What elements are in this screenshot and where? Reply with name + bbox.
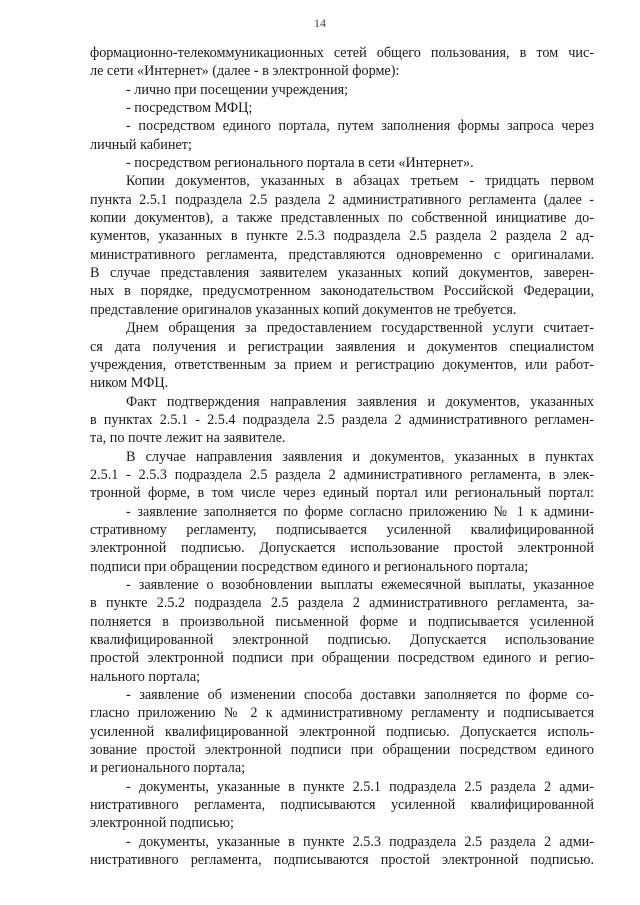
text-line: в пунктах 2.5.1 - 2.5.4 подраздела 2.5 раздела 2 административного регламен-: [90, 411, 594, 428]
text-line: - заявление об изменении способа доставки заполняется по форме со-: [126, 687, 594, 704]
text-line: - заявление о возобновлении выплаты ежемесячной выплаты, указанное: [126, 576, 594, 593]
text-line: квалифицированной электронной подписью. Допускается использование: [90, 632, 594, 648]
text-line: - документы, указанные в пункте 2.5.3 подраздела 2.5 раздела 2 адми-: [126, 833, 594, 850]
text-line: 2.5.1 - 2.5.3 подраздела 2.5 раздела 2 административного регламента, в элек-: [90, 466, 594, 483]
text-line: усиленной квалифицированной электронной подписью. Допускается исполь-: [90, 723, 594, 740]
text-line: нистративного регламента, подписываются простой электронной подписью.: [90, 852, 594, 869]
text-line: и регионального портала;: [90, 760, 246, 777]
text-line: учреждения, ответственным за прием и регистрацию документов, или работ-: [90, 356, 594, 373]
text-line: нистративного регламента, подписываются усиленной квалифицированной: [90, 797, 594, 814]
document-body: [90, 44, 594, 869]
text-line: зование простой электронной подписи при обращении посредством единого: [90, 742, 594, 759]
text-line: ся дата получения и регистрации заявления и документов специалистом: [90, 338, 594, 355]
text-line: ле сети «Интернет» (далее - в электронной форме):: [90, 63, 400, 80]
text-line: В случае направления заявления и документов, указанных в пунктах: [126, 448, 594, 465]
text-line: - посредством МФЦ;: [126, 100, 253, 117]
text-line: ных в порядке, предусмотренном законодательством Российской Федерации,: [90, 283, 594, 300]
text-line: ником МФЦ.: [90, 375, 169, 392]
text-line: Факт подтверждения направления заявления и документов, указанных: [126, 393, 594, 410]
text-line: та, по почте лежит на заявителе.: [90, 430, 286, 447]
text-line: простой электронной подписи при обращении посредством единого и регио-: [90, 650, 594, 667]
text-line: министративного регламента, представляются одновременно с оригиналами.: [90, 246, 594, 263]
text-line: нального портала;: [90, 668, 201, 685]
text-line: стративному регламенту, подписывается усиленной квалифицированной: [90, 521, 594, 538]
text-line: тронной форме, в том числе через единый портал или региональный портал:: [90, 485, 594, 502]
text-line: - лично при посещении учреждения;: [126, 81, 349, 98]
text-line: электронной подписью. Допускается использование простой электронной: [90, 540, 594, 557]
text-line: пункта 2.5.1 подраздела 2.5 раздела 2 административного регламента (далее -: [90, 191, 594, 208]
text-line: формационно-телекоммуникационных сетей общего пользования, в том чис-: [90, 45, 594, 61]
text-line: - посредством единого портала, путем заполнения формы запроса через: [126, 118, 594, 135]
page-number: 14: [314, 16, 326, 30]
text-line: - документы, указанные в пункте 2.5.1 подраздела 2.5 раздела 2 адми-: [126, 778, 594, 795]
text-line: представление оригиналов указанных копий документов не требуется.: [90, 301, 517, 318]
text-line: полняется в произвольной письменной форме и подписывается усиленной: [90, 613, 594, 630]
text-line: электронной подписью;: [90, 815, 234, 832]
text-line: В случае представления заявителем указанных копий документов, заверен-: [90, 265, 594, 282]
text-line: подписи при обращении посредством единого и регионального портала;: [90, 558, 529, 575]
text-line: - заявление заполняется по форме согласно приложению № 1 к админи-: [126, 503, 594, 520]
text-line: - посредством регионального портала в сети «Интернет».: [126, 155, 474, 172]
text-line: Днем обращения за предоставлением государственной услуги считает-: [126, 320, 594, 337]
text-line: копии документов), а также представленных по собственной инициативе до-: [90, 210, 594, 227]
text-line: Копии документов, указанных в абзацах третьем - тридцать первом: [126, 173, 594, 190]
text-line: в пункте 2.5.2 подраздела 2.5 раздела 2 административного регламента, за-: [90, 595, 594, 612]
text-line: личный кабинет;: [90, 136, 192, 153]
text-line: гласно приложению № 2 к административному регламенту и подписывается: [90, 705, 594, 722]
text-line: кументов, указанных в пункте 2.5.3 подраздела 2.5 раздела 2 раздела 2 ад-: [90, 228, 594, 245]
